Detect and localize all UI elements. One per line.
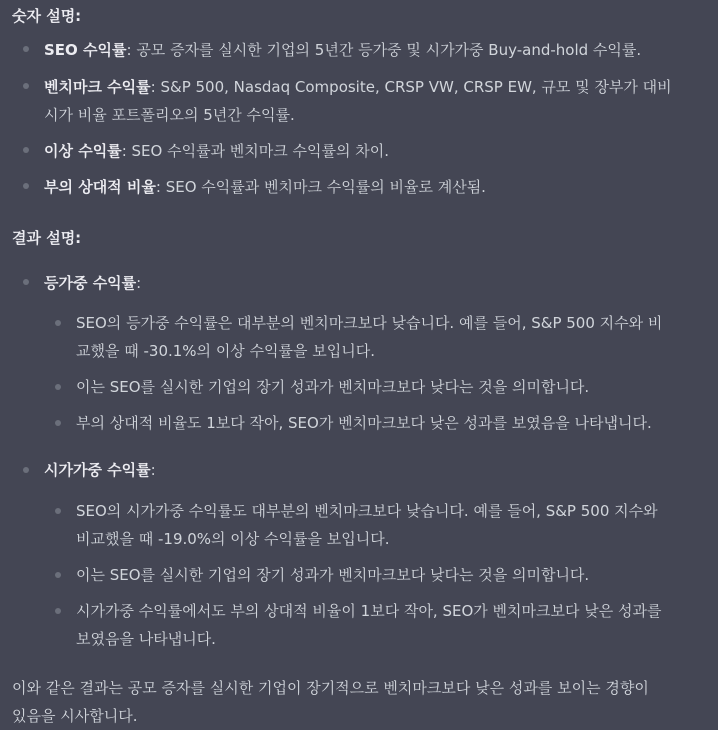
- term-label: 벤치마크 수익률: [44, 78, 151, 96]
- bullet-icon: [55, 320, 61, 326]
- bullet-icon: [23, 83, 29, 89]
- sub-list-item: SEO의 등가중 수익률은 대부분의 벤치마크보다 낮습니다. 예를 들어, S&P 500 지수와 비: [76, 314, 663, 332]
- section-heading-results: 결과 설명:: [12, 229, 82, 247]
- sub-list-item: 시가가중 수익률에서도 부의 상대적 비율이 1보다 작아, SEO가 벤치마크보다 낮은 성과를: [76, 602, 662, 620]
- bullet-icon: [55, 420, 61, 426]
- list-item: [44, 36, 641, 64]
- list-item: [44, 137, 389, 165]
- term-description-continued: 시가 비율 포트폴리오의 5년간 수익률.: [44, 106, 295, 124]
- list-item: [44, 456, 156, 484]
- sub-list-item: 이는 SEO를 실시한 기업의 장기 성과가 벤치마크보다 낮다는 것을 의미합니다.: [76, 378, 590, 396]
- bullet-icon: [23, 46, 29, 52]
- conclusion-paragraph-continued: 있음을 시사합니다.: [12, 707, 138, 725]
- bullet-icon: [55, 508, 61, 514]
- bullet-icon: [23, 183, 29, 189]
- bullet-icon: [55, 608, 61, 614]
- sub-list-item: SEO의 시가가중 수익률도 대부분의 벤치마크보다 낮습니다. 예를 들어, S&P 500 지수와: [76, 502, 658, 520]
- bullet-icon: [55, 572, 61, 578]
- term-label: SEO 수익률: [44, 41, 127, 59]
- bullet-icon: [23, 467, 29, 473]
- bullet-icon: [55, 384, 61, 390]
- term-description: : 공모 증자를 실시한 기업의 5년간 등가중 및 시가가중 Buy-and-hold 수익률.: [126, 41, 642, 59]
- bullet-icon: [23, 147, 29, 153]
- sub-list-item: 이는 SEO를 실시한 기업의 장기 성과가 벤치마크보다 낮다는 것을 의미합니다.: [76, 566, 590, 584]
- sub-list-item: 부의 상대적 비율도 1보다 작아, SEO가 벤치마크보다 낮은 성과를 보였음을 나타냅니다.: [76, 414, 652, 432]
- term-label: 부의 상대적 비율: [44, 178, 156, 196]
- bullet-icon: [23, 279, 29, 285]
- sub-list-item-continued: 보였음을 나타냅니다.: [76, 630, 216, 648]
- list-item: [44, 173, 486, 201]
- term-label: 이상 수익률: [44, 142, 122, 160]
- group-term-colon: :: [150, 461, 156, 479]
- term-description: : S&P 500, Nasdaq Composite, CRSP VW, CRSP EW, 규모 및 장부가 대비: [150, 78, 672, 96]
- group-term-colon: :: [136, 274, 142, 292]
- term-description: : SEO 수익률과 벤치마크 수익률의 비율로 계산됨.: [155, 178, 486, 196]
- group-term-label: 등가중 수익률: [44, 274, 137, 292]
- term-description: : SEO 수익률과 벤치마크 수익률의 차이.: [121, 142, 390, 160]
- sub-list-item-continued: 비교했을 때 -19.0%의 이상 수익률을 보입니다.: [76, 530, 390, 548]
- list-item: [44, 73, 672, 101]
- group-term-label: 시가가중 수익률: [44, 461, 151, 479]
- conclusion-paragraph: 이와 같은 결과는 공모 증자를 실시한 기업이 장기적으로 벤치마크보다 낮은 성과를 보이는 경향이: [12, 679, 649, 697]
- sub-list-item-continued: 교했을 때 -30.1%의 이상 수익률을 보입니다.: [76, 342, 376, 360]
- section-heading-numbers: 숫자 설명:: [12, 7, 82, 25]
- list-item: [44, 269, 141, 297]
